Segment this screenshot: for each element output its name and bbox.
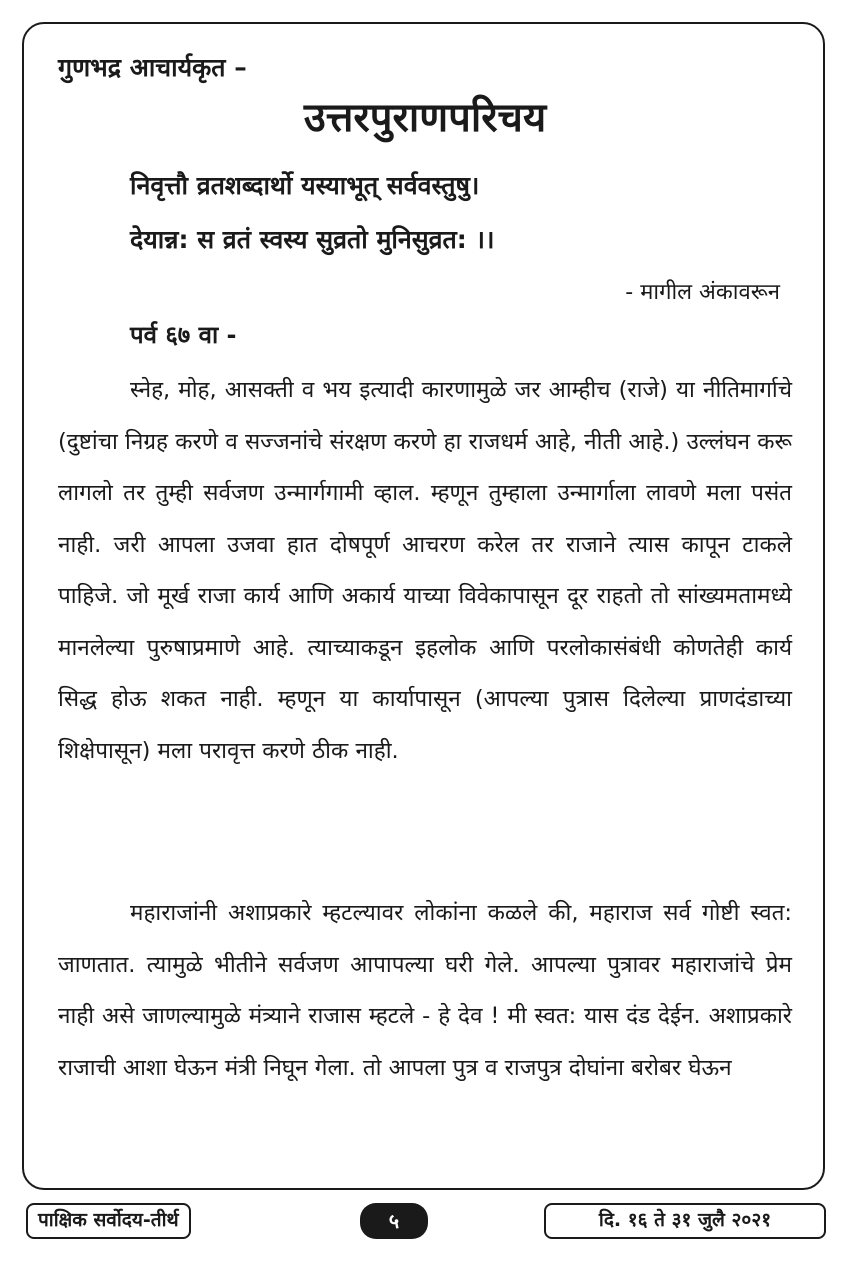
body-paragraph-1: स्नेह, मोह, आसक्ती व भय इत्यादी कारणामुळे जर आम्हीच (राजे) या नीतिमार्गाचे (दुष्टांचा निग्रह करणे व सज्जनांचे संरक्षण करणे हा राजधर्म आहे, नीती आहे.) उल्लंघन करू लागलो तर तुम्ही सर्वजण उन्मार्गगामी व्हाल. म्हणून तुम्हाला उन्मार्गाला लावणे मला पसंत नाही. जरी आपला उजवा हात दोषपूर्ण आचरण करेल तर राजाने त्यास कापून टाकले पाहिजे. जो मूर्ख राजा कार्य आणि अकार्य याच्या विवेकापासून दूर राहतो तो सांख्यमतामध्ये मानलेल्या पुरुषाप्रमाणे आहे. त्याच्याकडून इहलोक आणि परलोकासंबंधी कोणतेही कार्य सिद्ध होऊ शकत नाही. म्हणून या कार्यापासून (आपल्या पुत्रास दिलेल्या प्राणदंडाच्या शिक्षेपासून) मला परावृत्त करणे ठीक नाही. [58,377,792,764]
issue-date: दि. १६ ते ३१ जुलै २०२१ [544,1203,826,1239]
page-number: ५ [360,1203,428,1239]
verse-line-2: देयान्न: स व्रतं स्वस्य सुव्रतो मुनिसुव्रत: ।। [130,225,495,254]
section-heading: पर्व ६७ वा - [130,321,237,349]
verse-attribution: - मागील अंकावरून [625,280,780,305]
page-title: उत्तरपुराणपरिचय [303,95,547,141]
verse-line-1: निवृत्तौ व्रतशब्दार्थो यस्याभूत् सर्ववस्तुषु। [130,171,480,200]
publication-name: पाक्षिक सर्वोदय-तीर्थ [26,1203,191,1239]
body-paragraph-2: महाराजांनी अशाप्रकारे म्हटल्यावर लोकांना कळले की, महाराज सर्व गोष्टी स्वत: जाणतात. त्यामुळे भीतीने सर्वजण आपापल्या घरी गेले. आपल्या पुत्रावर महाराजांचे प्रेम नाही असे जाणल्यामुळे मंत्र्याने राजास म्हटले - हे देव ! मी स्वत: यास दंड देईन. अशाप्रकारे राजाची आशा घेऊन मंत्री निघून गेला. तो आपला पुत्र व राजपुत्र दोघांना बरोबर घेऊन [58,900,792,1081]
author-line: गुणभद्र आचार्यकृत – [58,53,247,82]
